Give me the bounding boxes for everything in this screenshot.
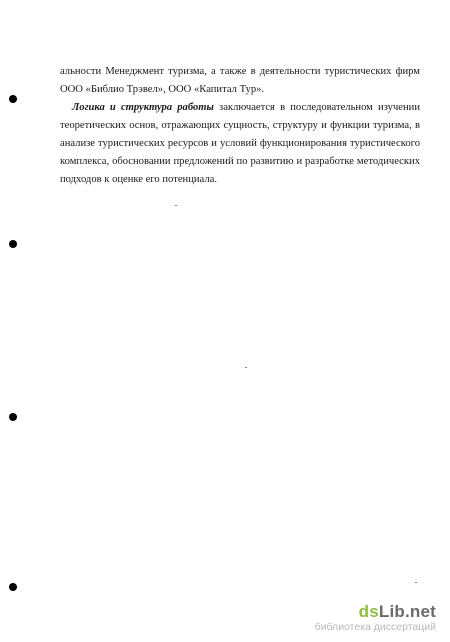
binder-hole-icon xyxy=(9,413,17,421)
text-line xyxy=(60,99,420,117)
text-line: теоретических основ, отражающих сущность, структуру и функции туризма, в xyxy=(60,120,420,131)
logo-net: .net xyxy=(404,602,436,621)
logo-ds: ds xyxy=(358,602,379,621)
text-line: анализе туристических ресурсов и условий функционирования туристического xyxy=(60,138,420,149)
text-line: альности Менеджмент туризма, а также в деятельности туристических фирм xyxy=(60,66,420,77)
binder-hole-icon xyxy=(9,240,17,248)
scan-speck xyxy=(245,367,247,368)
paragraph-2 xyxy=(60,99,420,189)
paragraph-1 xyxy=(60,63,420,99)
document-body xyxy=(60,63,420,189)
text-line: подходов к оценке его потенциала. xyxy=(60,174,217,185)
binder-hole-icon xyxy=(9,583,17,591)
scan-speck xyxy=(415,582,417,583)
binder-hole-icon xyxy=(9,95,17,103)
scan-speck xyxy=(175,205,177,206)
text-fragment: заключается в последовательном изучении xyxy=(213,102,420,113)
logo-lib: Lib xyxy=(378,602,405,621)
dslib-watermark xyxy=(315,603,436,634)
emphasized-phrase: Логика и структура работы xyxy=(72,102,214,113)
text-line: ООО «Библио Трэвел», ООО «Капитал Тур». xyxy=(60,84,265,95)
watermark-tagline: библиотека диссертаций xyxy=(314,621,436,633)
text-line: комплекса, обосновании предложений по развитию и разработке методических xyxy=(60,156,420,167)
watermark-logo xyxy=(315,603,436,621)
